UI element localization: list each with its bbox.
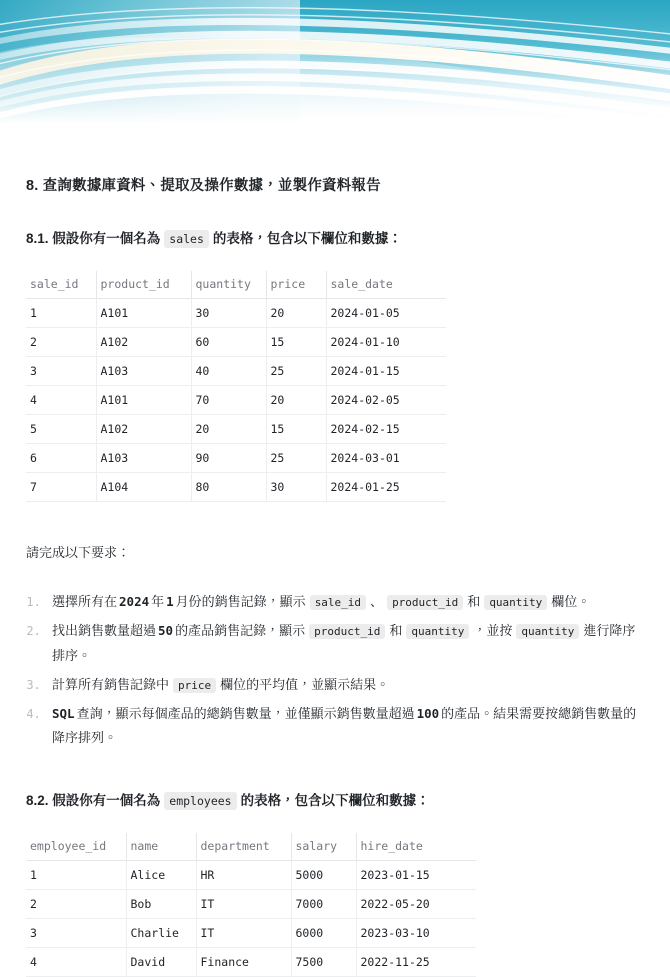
table-cell-product_id: A102 bbox=[96, 415, 191, 444]
table-header-row bbox=[26, 833, 476, 861]
table-cell-price: 25 bbox=[266, 444, 326, 473]
inline-code-price: price bbox=[173, 678, 216, 693]
inline-number: 100 bbox=[416, 705, 440, 721]
table-cell-price: 30 bbox=[266, 473, 326, 502]
requirement-item-3 bbox=[48, 673, 644, 697]
table-cell-hire_date: 2022-11-25 bbox=[356, 948, 476, 977]
table-cell-name: David bbox=[126, 948, 196, 977]
table-cell-salary: 6000 bbox=[291, 919, 356, 948]
inline-keyword: SQL bbox=[52, 705, 75, 721]
sales-table-name-chip: sales bbox=[164, 230, 209, 248]
table-cell-product_id: A104 bbox=[96, 473, 191, 502]
table-cell-sale_id: 3 bbox=[26, 357, 96, 386]
table-cell-sale_date: 2024-01-25 bbox=[326, 473, 446, 502]
table-header-row bbox=[26, 271, 446, 299]
employees-column-header-department: department bbox=[196, 833, 291, 861]
table-cell-price: 15 bbox=[266, 415, 326, 444]
subsection-heading-8-1 bbox=[26, 228, 644, 250]
inline-code-quantity: quantity bbox=[406, 624, 469, 639]
table-row bbox=[26, 357, 446, 386]
table-cell-sale_date: 2024-01-10 bbox=[326, 328, 446, 357]
inline-text: 選擇所有在 bbox=[52, 594, 118, 610]
requirements-list bbox=[26, 590, 644, 749]
table-cell-sale_date: 2024-02-15 bbox=[326, 415, 446, 444]
table-cell-salary: 7000 bbox=[291, 890, 356, 919]
decorative-wave-banner bbox=[0, 0, 670, 124]
inline-text: 欄位。 bbox=[551, 594, 591, 610]
employees-column-header-salary: salary bbox=[291, 833, 356, 861]
subsection-heading-8-2 bbox=[26, 790, 644, 812]
document-body bbox=[0, 176, 670, 977]
requirement-item-2 bbox=[48, 619, 644, 667]
table-cell-salary: 7500 bbox=[291, 948, 356, 977]
table-cell-sale_date: 2024-02-05 bbox=[326, 386, 446, 415]
table-cell-employee_id: 3 bbox=[26, 919, 126, 948]
table-cell-department: HR bbox=[196, 861, 291, 890]
inline-code-quantity: quantity bbox=[516, 624, 579, 639]
employees-column-header-name: name bbox=[126, 833, 196, 861]
table-cell-sale_id: 7 bbox=[26, 473, 96, 502]
table-cell-quantity: 70 bbox=[191, 386, 266, 415]
table-cell-name: Charlie bbox=[126, 919, 196, 948]
table-cell-sale_id: 4 bbox=[26, 386, 96, 415]
table-cell-name: Alice bbox=[126, 861, 196, 890]
table-cell-employee_id: 1 bbox=[26, 861, 126, 890]
inline-text: 和 bbox=[389, 623, 403, 639]
subsection-8-1-prefix: 8.1. 假設你有一個名為 bbox=[26, 230, 161, 246]
employees-column-header-hire_date: hire_date bbox=[356, 833, 476, 861]
table-cell-price: 25 bbox=[266, 357, 326, 386]
table-cell-product_id: A103 bbox=[96, 444, 191, 473]
wave-banner-graphic bbox=[0, 0, 670, 124]
sales-column-header-sale_date: sale_date bbox=[326, 271, 446, 299]
inline-number: 2024 bbox=[119, 594, 150, 610]
table-row bbox=[26, 919, 476, 948]
table-row bbox=[26, 386, 446, 415]
inline-code-sale_id: sale_id bbox=[310, 595, 366, 610]
table-cell-quantity: 40 bbox=[191, 357, 266, 386]
table-cell-sale_id: 1 bbox=[26, 299, 96, 328]
table-cell-price: 20 bbox=[266, 386, 326, 415]
sales-column-header-product_id: product_id bbox=[96, 271, 191, 299]
table-cell-price: 20 bbox=[266, 299, 326, 328]
table-row bbox=[26, 299, 446, 328]
table-cell-salary: 5000 bbox=[291, 861, 356, 890]
table-cell-product_id: A101 bbox=[96, 299, 191, 328]
table-cell-product_id: A101 bbox=[96, 386, 191, 415]
table-row bbox=[26, 948, 476, 977]
subsection-8-2-prefix: 8.2. 假設你有一個名為 bbox=[26, 792, 161, 808]
table-cell-product_id: A102 bbox=[96, 328, 191, 357]
page-title: 8. 查詢數據庫資料、提取及操作數據，並製作資料報告 bbox=[26, 178, 381, 194]
table-cell-quantity: 90 bbox=[191, 444, 266, 473]
table-cell-sale_id: 6 bbox=[26, 444, 96, 473]
sales-column-header-price: price bbox=[266, 271, 326, 299]
table-row bbox=[26, 890, 476, 919]
employees-table-name-chip: employees bbox=[164, 792, 236, 810]
inline-text: 和 bbox=[467, 594, 481, 610]
table-cell-department: IT bbox=[196, 919, 291, 948]
inline-number: 50 bbox=[158, 623, 174, 639]
inline-text: 查詢，顯示每個產品的總銷售數量，並僅顯示銷售數量超過 bbox=[76, 705, 415, 721]
subsection-8-2-suffix: 的表格，包含以下欄位和數據： bbox=[240, 792, 430, 808]
table-cell-quantity: 80 bbox=[191, 473, 266, 502]
table-cell-quantity: 20 bbox=[191, 415, 266, 444]
sales-data-table bbox=[26, 271, 446, 502]
sales-column-header-sale_id: sale_id bbox=[26, 271, 96, 299]
requirement-item-1 bbox=[48, 590, 644, 614]
inline-text: 進行降序排序。 bbox=[52, 623, 636, 663]
table-cell-hire_date: 2022-05-20 bbox=[356, 890, 476, 919]
inline-text: 的產品銷售記錄，顯示 bbox=[175, 623, 306, 639]
employees-column-header-employee_id: employee_id bbox=[26, 833, 126, 861]
inline-text: 年 bbox=[151, 594, 165, 610]
table-cell-sale_id: 5 bbox=[26, 415, 96, 444]
requirement-item-4 bbox=[48, 702, 644, 750]
subsection-8-1-suffix: 的表格，包含以下欄位和數據： bbox=[212, 230, 402, 246]
inline-code-product_id: product_id bbox=[309, 624, 385, 639]
table-cell-name: Bob bbox=[126, 890, 196, 919]
inline-number: 1 bbox=[166, 594, 174, 610]
table-row bbox=[26, 473, 446, 502]
table-cell-sale_date: 2024-01-15 bbox=[326, 357, 446, 386]
inline-text: 計算所有銷售記錄中 bbox=[52, 676, 170, 692]
table-cell-employee_id: 2 bbox=[26, 890, 126, 919]
requirements-lead: 請完成以下要求： bbox=[26, 545, 131, 561]
table-cell-quantity: 60 bbox=[191, 328, 266, 357]
inline-text: 找出銷售數量超過 bbox=[52, 623, 157, 639]
table-row bbox=[26, 328, 446, 357]
inline-text: 欄位的平均值，並顯示結果。 bbox=[220, 676, 390, 692]
table-row bbox=[26, 444, 446, 473]
table-cell-product_id: A103 bbox=[96, 357, 191, 386]
inline-text: 、 bbox=[370, 594, 384, 610]
table-cell-department: Finance bbox=[196, 948, 291, 977]
table-cell-hire_date: 2023-03-10 bbox=[356, 919, 476, 948]
inline-text: 的產品。結果需要按總銷售數量的降序排列。 bbox=[52, 705, 637, 745]
table-row bbox=[26, 415, 446, 444]
table-row bbox=[26, 861, 476, 890]
table-cell-sale_id: 2 bbox=[26, 328, 96, 357]
inline-text: 月份的銷售記錄，顯示 bbox=[175, 594, 306, 610]
employees-data-table bbox=[26, 833, 476, 977]
inline-code-quantity: quantity bbox=[484, 595, 547, 610]
table-cell-department: IT bbox=[196, 890, 291, 919]
table-cell-hire_date: 2023-01-15 bbox=[356, 861, 476, 890]
table-cell-employee_id: 4 bbox=[26, 948, 126, 977]
table-cell-price: 15 bbox=[266, 328, 326, 357]
inline-text: ，並按 bbox=[473, 623, 513, 639]
table-cell-quantity: 30 bbox=[191, 299, 266, 328]
table-cell-sale_date: 2024-03-01 bbox=[326, 444, 446, 473]
table-cell-sale_date: 2024-01-05 bbox=[326, 299, 446, 328]
inline-code-product_id: product_id bbox=[387, 595, 463, 610]
sales-column-header-quantity: quantity bbox=[191, 271, 266, 299]
